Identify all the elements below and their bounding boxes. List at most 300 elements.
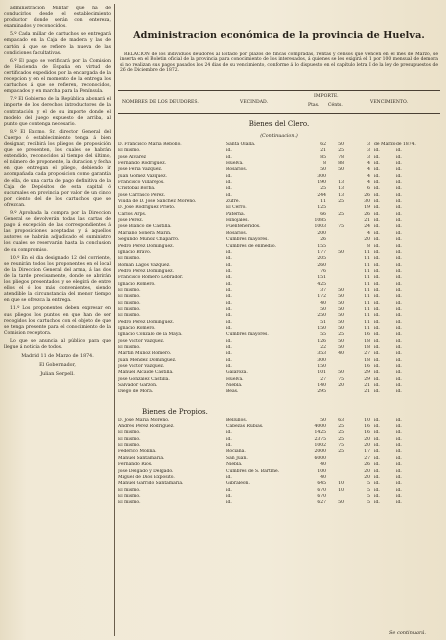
- debtor-vecindad: id.: [226, 275, 232, 281]
- debtor-name: José Delgado y Delgado.: [118, 468, 174, 474]
- due-year: id.: [396, 481, 402, 487]
- debtor-name: Segundo Muñoz Chaparro.: [118, 237, 180, 243]
- debtor-vecindad: id.: [226, 300, 232, 306]
- due-day: 20: [364, 468, 370, 474]
- due-year: id.: [396, 249, 402, 255]
- amount-ptas: 101: [317, 370, 326, 376]
- amount-ptas: 140: [317, 383, 326, 389]
- left-paragraph: 7.º El Gobierno de la República abonará el importe de los derechos introductores de la contratación y el de su importe donde el modelo del juego expuesto de arriba, al punto que contenga necesario.: [4, 97, 111, 127]
- due-day: 11: [364, 287, 370, 293]
- debtor-vecindad: Galaroza.: [226, 370, 248, 376]
- amount-cents: 13: [338, 192, 344, 198]
- due-year: id.: [396, 462, 402, 468]
- amount-ptas: 1002: [314, 443, 326, 449]
- amount-ptas: 244: [317, 192, 326, 198]
- due-day: 16: [364, 430, 370, 436]
- left-paragraph: administracion Militar que ha de conducirlos desde el establecimiento productor donde serán con entereza, examinados y reconocidos.: [4, 6, 111, 30]
- due-year: id.: [396, 230, 402, 236]
- amount-cents: 25: [338, 436, 344, 442]
- due-month: id.: [374, 268, 380, 274]
- debtor-name: Francisco Villarejos.: [118, 180, 165, 186]
- debtor-vecindad: Huelva.: [226, 161, 244, 167]
- debtor-name: El mismo.: [118, 287, 141, 293]
- due-month: id.: [374, 332, 380, 338]
- debtor-name: Diego de Mora.: [118, 389, 154, 395]
- debtor-name: José Feria Vazquez.: [118, 167, 163, 173]
- amount-ptas: 6000: [314, 455, 326, 461]
- amount-cents: 25: [338, 424, 344, 430]
- amount-ptas: 155: [317, 243, 326, 249]
- due-day: 19: [364, 205, 370, 211]
- due-year: id.: [396, 294, 402, 300]
- amount-cents: 50: [338, 300, 344, 306]
- debtor-vecindad: id.: [226, 262, 232, 268]
- amount-ptas: 150: [317, 364, 326, 370]
- due-month: id.: [374, 376, 380, 382]
- due-day: 5: [367, 481, 370, 487]
- debtor-vecindad: id.: [226, 256, 232, 262]
- debtor-name: El mismo.: [118, 493, 141, 499]
- amount-ptas: 62: [320, 142, 326, 147]
- due-day: 20: [364, 436, 370, 442]
- left-column-text: [4, 6, 111, 634]
- due-day: 10: [364, 417, 370, 423]
- due-day: 16: [364, 332, 370, 338]
- amount-ptas: 2000: [314, 449, 326, 455]
- due-day: 18: [364, 345, 370, 350]
- amount-cents: 50: [338, 319, 344, 325]
- left-paragraph: 11.º Los proponentes deben expresar en sus pliegos los puntos en que han de ser recogidos los cartuchos con el objeto de que se tenga presente para el conocimiento de la Comision receptora.: [4, 306, 111, 336]
- due-year: id.: [396, 218, 402, 224]
- debtor-vecindad: San Juan.: [226, 455, 248, 461]
- debtor-vecindad: id.: [226, 364, 232, 370]
- due-day: 5: [367, 500, 370, 506]
- amount-cents: 75: [338, 224, 344, 230]
- amount-cents: 88: [338, 161, 344, 167]
- left-paragraph: 5.º Cada millar de cartuchos se entregará empacado en la Caja de madera y las de cartón á que se refiere la nueva de las condiciones facultativas.: [4, 32, 111, 56]
- due-year: id.: [396, 154, 402, 160]
- debtor-name: Cristóbal Borba.: [118, 186, 156, 192]
- due-day: 11: [364, 262, 370, 268]
- due-month: id.: [374, 319, 380, 325]
- due-month: id.: [374, 230, 380, 236]
- debtor-name: José Pérez.: [118, 218, 144, 224]
- debtor-name: El mismo.: [118, 294, 141, 300]
- amount-cents: 75: [338, 376, 344, 382]
- debtor-vecindad: id.: [226, 148, 232, 154]
- due-month: id.: [374, 436, 380, 442]
- debtor-name: El mismo.: [118, 345, 141, 350]
- due-day: 11: [364, 325, 370, 331]
- due-day: 11: [364, 319, 370, 325]
- amount-ptas: 100: [317, 468, 326, 474]
- table-row: [118, 389, 416, 395]
- amount-cents: 25: [338, 430, 344, 436]
- debtor-name: Ignacio Romero.: [118, 281, 156, 287]
- debtor-name: D. Francisco María Rebollo.: [118, 142, 182, 147]
- amount-cents: 25: [338, 148, 344, 154]
- amount-cents: 50: [338, 313, 344, 319]
- amount-ptas: 300: [317, 173, 326, 179]
- debtor-vecindad: Bellullos.: [226, 417, 248, 423]
- debtor-name: Francisco Romero Lebrador.: [118, 275, 184, 281]
- amount-ptas: 670: [317, 487, 326, 493]
- amount-cents: 13: [338, 186, 344, 192]
- amount-cents: 50: [338, 338, 344, 344]
- due-day: 30: [364, 199, 370, 205]
- debtor-name: D. José María Moreno.: [118, 417, 170, 423]
- due-day: 27: [364, 455, 370, 461]
- debtor-name: Roman Lagos Vazquez.: [118, 262, 171, 268]
- debtor-vecindad: Gibraleon.: [226, 481, 250, 487]
- debtor-vecindad: Cumbres mayores.: [226, 237, 269, 243]
- due-month: id.: [374, 192, 380, 198]
- debtor-vecindad: id.: [226, 180, 232, 186]
- debtor-vecindad: id.: [226, 338, 232, 344]
- due-day: 3: [367, 154, 370, 160]
- amount-ptas: 40: [320, 474, 326, 480]
- due-year: id.: [396, 389, 402, 395]
- due-month: id.: [374, 180, 380, 186]
- left-paragraph: 9.º Aprobada la compra por la Direccion General se devolverán todas las cartas de pago á excepción de las correspondientes á las proposiciones aceptadas y á aquellos autores se habrán adjudicado el suministro los cuales se reservarán hasta la conclusion de su compromiso.: [4, 211, 111, 253]
- col-importe: IMPORTE.: [314, 94, 339, 99]
- due-day: 11: [364, 313, 370, 319]
- due-month: id.: [374, 249, 380, 255]
- due-year: id.: [396, 224, 402, 230]
- due-year: id.: [396, 161, 402, 167]
- debtor-name: Pedro Pérez Dominguez.: [118, 243, 174, 249]
- amount-ptas: 1425: [314, 430, 326, 436]
- relacion-intro: RELACION de los individuos deudores al Estado por plazos de fincas compradas, rentas y censos que vencen en el mes de Marzo, se inserta en el Boletin oficial de la provincia para conocimiento de los interesados, á quienes se les exigirá el 1 por 100 mensual de demora si no realizan sus pagos pasados los 24 dias de su vencimiento, conforme á lo dispuesto en el capítulo letra I de la ley de presupuestos de 26 de Diciembre de 1872.: [120, 52, 438, 74]
- debtor-name: Manuel Alcaide Castilla.: [118, 370, 174, 376]
- debtor-vecindad: Fuenteheridos.: [226, 224, 261, 230]
- amount-ptas: 37: [320, 287, 326, 293]
- amount-ptas: 85: [320, 154, 326, 160]
- due-month: id.: [374, 462, 380, 468]
- amount-ptas: 26: [320, 237, 326, 243]
- col-nombres: NOMBRES DE LOS DEUDORES.: [122, 100, 199, 105]
- amount-ptas: 177: [317, 249, 326, 255]
- due-month: id.: [374, 424, 380, 430]
- due-year: id.: [396, 332, 402, 338]
- section-title-clero: Bienes del Clero.: [248, 120, 310, 128]
- continuation-note: (Continuacion.): [260, 134, 298, 139]
- amount-ptas: 51: [320, 319, 326, 325]
- due-year: id.: [396, 319, 402, 325]
- debtor-name: Ignacio Bravo.: [118, 249, 152, 255]
- col-vecindad: VECINDAD.: [240, 100, 268, 105]
- due-day: 11: [364, 281, 370, 287]
- due-year: id.: [396, 268, 402, 274]
- debtor-name: Salvador Garzon.: [118, 383, 158, 389]
- due-day: 26: [364, 211, 370, 217]
- debtor-vecindad: Paterna.: [226, 211, 246, 217]
- due-month: id.: [374, 148, 380, 154]
- debtor-name: Pedro Perez Dominguez.: [118, 268, 174, 274]
- due-year: id.: [396, 500, 402, 506]
- due-month: id.: [374, 455, 380, 461]
- amount-cents: 78: [338, 154, 344, 160]
- due-day: 11: [364, 300, 370, 306]
- amount-cents: 50: [338, 345, 344, 350]
- amount-cents: 50: [338, 142, 344, 147]
- amount-cents: 50: [338, 370, 344, 376]
- due-day: 4: [367, 230, 370, 236]
- amount-ptas: 300: [317, 357, 326, 363]
- amount-cents: 25: [338, 449, 344, 455]
- due-day: 20: [364, 443, 370, 449]
- due-day: 21: [364, 218, 370, 224]
- debtor-vecindad: id.: [226, 325, 232, 331]
- due-day: 4: [367, 161, 370, 167]
- due-year: de 1874.: [396, 142, 416, 147]
- due-month: id.: [374, 199, 380, 205]
- due-year: id.: [396, 237, 402, 243]
- column-divider: [114, 4, 115, 636]
- due-day: 3: [367, 142, 370, 147]
- amount-ptas: 125: [317, 205, 326, 211]
- amount-ptas: 55: [320, 332, 326, 338]
- debtor-name: El mismo.: [118, 313, 141, 319]
- amount-cents: 25: [338, 332, 344, 338]
- debtor-name: El mismo.: [118, 436, 141, 442]
- debtor-name: Manuel Santamaria.: [118, 455, 165, 461]
- due-day: 29: [364, 376, 370, 382]
- amount-cents: [326, 389, 348, 395]
- amount-cents: 13: [338, 180, 344, 186]
- due-month: id.: [374, 481, 380, 487]
- due-day: 29: [364, 370, 370, 376]
- due-day: 4: [367, 167, 370, 173]
- debtor-vecindad: id.: [226, 474, 232, 480]
- due-year: id.: [396, 256, 402, 262]
- due-month: id.: [374, 287, 380, 293]
- debtor-vecindad: id.: [226, 249, 232, 255]
- debtor-vecindad: id.: [226, 313, 232, 319]
- due-year: id.: [396, 468, 402, 474]
- due-year: id.: [396, 313, 402, 319]
- debtor-name: Federico Molina.: [118, 449, 157, 455]
- due-day: 16: [364, 424, 370, 430]
- debtor-name: José Victor Vazquez.: [118, 338, 165, 344]
- due-day: 11: [364, 256, 370, 262]
- debtor-name: José Blanco de Castilla.: [118, 224, 172, 230]
- amount-ptas: 172: [317, 294, 326, 300]
- due-month: id.: [374, 417, 380, 423]
- due-day: 4: [367, 173, 370, 179]
- due-month: id.: [374, 500, 380, 506]
- due-month: id.: [374, 275, 380, 281]
- due-month: id.: [374, 262, 380, 268]
- debtor-name: Juan Gomez Vazquez.: [118, 173, 167, 179]
- due-year: id.: [396, 306, 402, 312]
- amount-ptas: 126: [317, 338, 326, 344]
- amount-ptas: 1085: [314, 218, 326, 224]
- due-year: id.: [396, 281, 402, 287]
- amount-ptas: 200: [317, 230, 326, 236]
- debtor-vecindad: Rociana.: [226, 449, 246, 455]
- amount-ptas: 40: [320, 300, 326, 306]
- due-year: id.: [396, 205, 402, 211]
- debtor-vecindad: El Cerro.: [226, 205, 247, 211]
- due-month: id.: [374, 237, 380, 243]
- amount-ptas: 645: [317, 481, 326, 487]
- debtor-name: Andrés Perez Rodriguez.: [118, 424, 175, 430]
- due-day: 16: [364, 364, 370, 370]
- due-month: id.: [374, 186, 380, 192]
- due-year: id.: [396, 287, 402, 293]
- amount-ptas: 205: [317, 256, 326, 262]
- relacion-deudores: [118, 4, 440, 636]
- due-month: id.: [374, 211, 380, 217]
- amount-ptas: 670: [317, 493, 326, 499]
- due-month: id.: [374, 300, 380, 306]
- due-month: id.: [374, 154, 380, 160]
- amount-ptas: 11: [320, 199, 326, 205]
- due-year: id.: [396, 167, 402, 173]
- due-day: 21: [364, 389, 370, 395]
- debtor-vecindad: id.: [226, 287, 232, 293]
- due-month: id.: [374, 325, 380, 331]
- debtor-name: Ignacio Conzalo de la Maya.: [118, 332, 183, 338]
- debtor-vecindad: Santa Olalla.: [226, 142, 256, 147]
- due-year: id.: [396, 417, 402, 423]
- due-year: id.: [396, 493, 402, 499]
- amount-ptas: 295: [317, 389, 326, 395]
- debtor-vecindad: Cumbres de enmedio.: [226, 243, 276, 249]
- debtor-vecindad: id.: [226, 351, 232, 357]
- due-month: id.: [374, 357, 380, 363]
- page-title: Administracion económica de la provincia de Huelva.: [133, 30, 425, 41]
- due-day: 26: [364, 192, 370, 198]
- amount-cents: 50: [338, 500, 344, 506]
- due-month: id.: [374, 345, 380, 350]
- amount-cents: 10: [338, 487, 344, 493]
- amount-ptas: 250: [317, 313, 326, 319]
- due-day: 11: [364, 249, 370, 255]
- due-year: id.: [396, 364, 402, 370]
- debtor-name: El mismo.: [118, 443, 141, 449]
- amount-cents: 25: [338, 211, 344, 217]
- amount-ptas: 50: [320, 417, 326, 423]
- amount-ptas: 425: [317, 281, 326, 287]
- debtor-name: Fernando Ríos.: [118, 462, 153, 468]
- due-day: 5: [367, 493, 370, 499]
- due-year: id.: [396, 443, 402, 449]
- due-year: id.: [396, 430, 402, 436]
- debtor-vecindad: id.: [226, 357, 232, 363]
- amount-cents: 50: [338, 167, 344, 173]
- debtor-vecindad: Zufre.: [226, 199, 240, 205]
- amount-cents: 50: [338, 325, 344, 331]
- due-day: 4: [367, 180, 370, 186]
- amount-ptas: 353: [317, 351, 326, 357]
- amount-ptas: 27: [320, 376, 326, 382]
- debtor-vecindad: id.: [226, 487, 232, 493]
- col-vencimiento: VENCIMIENTO.: [370, 100, 408, 105]
- due-month: id.: [374, 167, 380, 173]
- debtor-vecindad: id.: [226, 493, 232, 499]
- due-day: 5: [367, 487, 370, 493]
- due-year: id.: [396, 383, 402, 389]
- due-year: id.: [396, 262, 402, 268]
- due-year: id.: [396, 173, 402, 179]
- amount-ptas: 627: [317, 500, 326, 506]
- due-month: id.: [374, 383, 380, 389]
- amount-ptas: 76: [320, 268, 326, 274]
- table-clero: [118, 142, 416, 396]
- due-month: id.: [374, 351, 380, 357]
- amount-ptas: 50: [320, 167, 326, 173]
- debtor-name: Viuda de D. José Sanchez Moreno.: [118, 199, 197, 205]
- left-sign-1: El Gobernador,: [39, 363, 76, 369]
- debtor-name: El mismo.: [118, 256, 141, 262]
- due-year: id.: [396, 376, 402, 382]
- due-day: 20: [364, 474, 370, 480]
- due-month: id.: [374, 243, 380, 249]
- debtor-vecindad: Niebla.: [226, 383, 243, 389]
- due-month: id.: [374, 493, 380, 499]
- due-month: id.: [374, 338, 380, 344]
- amount-cents: 50: [338, 287, 344, 293]
- debtor-name: Juan Mendez Dominguez.: [118, 357, 177, 363]
- amount-ptas: 8: [323, 161, 326, 167]
- due-month: id.: [374, 173, 380, 179]
- amount-cents: 63: [338, 417, 344, 423]
- debtor-name: Miguel de Dios Expósito.: [118, 474, 175, 480]
- debtor-vecindad: Rosarios.: [226, 230, 248, 236]
- debtor-vecindad: id.: [226, 345, 232, 350]
- table-row: [118, 500, 416, 506]
- due-day: 24: [364, 224, 370, 230]
- amount-cents: 20: [338, 383, 344, 389]
- due-month: id.: [374, 313, 380, 319]
- debtor-name: Martin Muñoz Romero.: [118, 351, 172, 357]
- due-year: id.: [396, 338, 402, 344]
- due-month: id.: [374, 449, 380, 455]
- amount-ptas: 260: [317, 262, 326, 268]
- amount-ptas: 190: [317, 180, 326, 186]
- debtor-name: José Carrasco Perez.: [118, 192, 166, 198]
- debtor-vecindad: id.: [226, 306, 232, 312]
- debtor-vecindad: Rosarios.: [226, 167, 248, 173]
- due-day: 11: [364, 294, 370, 300]
- amount-ptas: 4000: [314, 424, 326, 430]
- due-day: 11: [364, 306, 370, 312]
- due-month: id.: [374, 205, 380, 211]
- debtor-vecindad: id.: [226, 436, 232, 442]
- col-cents: Cénts.: [328, 103, 343, 108]
- due-year: id.: [396, 436, 402, 442]
- debtor-name: José Victor Vazquez.: [118, 364, 165, 370]
- due-year: id.: [396, 351, 402, 357]
- debtor-vecindad: Cabezas Rubias.: [226, 424, 264, 430]
- due-year: id.: [396, 357, 402, 363]
- due-month: id.: [374, 281, 380, 287]
- left-paragraph: Lo que se anuncia al público para que llegue á noticia de todos.: [4, 338, 111, 350]
- due-month: id.: [374, 306, 380, 312]
- debtor-vecindad: id.: [226, 281, 232, 287]
- debtor-vecindad: Niebla.: [226, 462, 243, 468]
- due-year: id.: [396, 148, 402, 154]
- due-year: id.: [396, 325, 402, 331]
- due-month: id.: [374, 389, 380, 395]
- due-year: id.: [396, 192, 402, 198]
- debtor-name: Ignacio Romero.: [118, 325, 156, 331]
- debtor-name: El mismo.: [118, 148, 141, 154]
- amount-ptas: 50: [320, 306, 326, 312]
- amount-ptas: 2375: [314, 436, 326, 442]
